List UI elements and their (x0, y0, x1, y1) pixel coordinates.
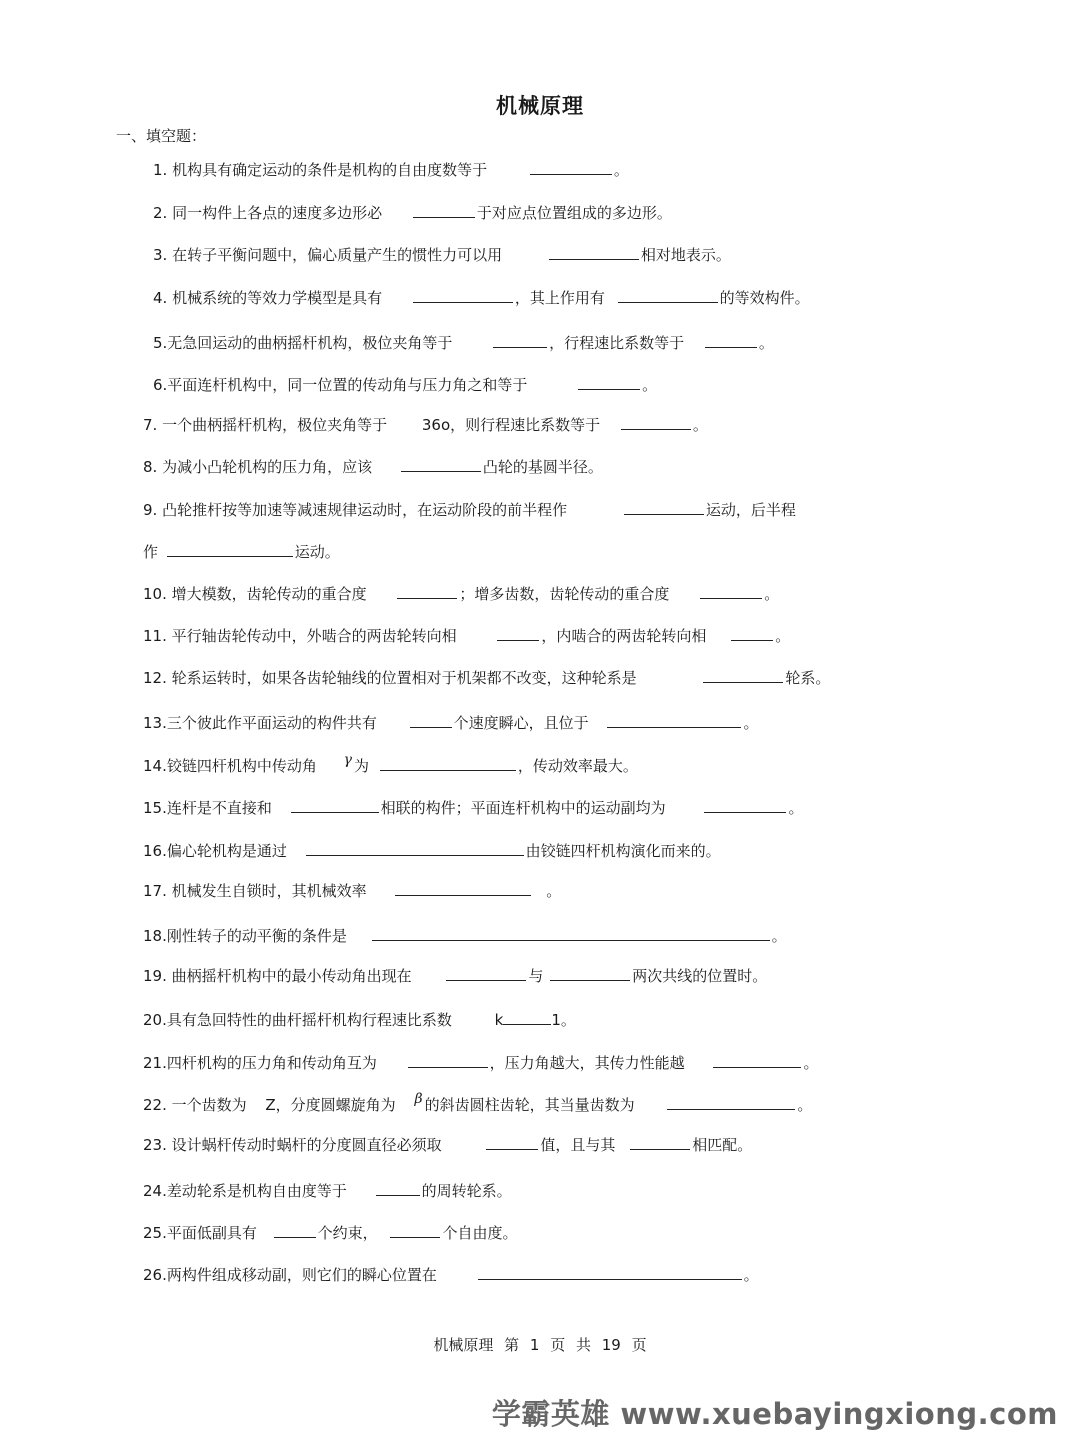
question-text-end: 相对地表示。 (640, 246, 731, 264)
question-text: 5.无急回运动的曲柄摇杆机构，极位夹角等于 (153, 334, 453, 352)
question-5 (153, 332, 774, 353)
question-text-end: 1。 (551, 1011, 576, 1029)
question-10 (143, 583, 779, 604)
answer-blank[interactable] (167, 541, 293, 557)
answer-blank[interactable] (306, 840, 524, 856)
question-text: 3. 在转子平衡问题中，偏心质量产生的惯性力可以用 (153, 246, 503, 264)
question-text-mid: ，行程速比系数等于 (549, 334, 685, 352)
question-11 (143, 625, 790, 646)
question-text-end: 。 (743, 1266, 759, 1284)
question-text: 14.铰链四杆机构中传动角 (143, 757, 317, 775)
question-text: 25.平面低副具有 (143, 1224, 257, 1242)
question-8 (143, 456, 603, 477)
question-text: 26.两构件组成移动副，则它们的瞬心位置在 (143, 1266, 437, 1284)
question-text-end: 个自由度。 (442, 1224, 518, 1242)
answer-blank[interactable] (667, 1094, 795, 1110)
watermark: 学霸英雄 www.xuebayingxiong.com (491, 1397, 1058, 1431)
question-text: 11. 平行轴齿轮传动中，外啮合的两齿轮转向相 (143, 627, 457, 645)
variable-k: k (494, 1011, 504, 1029)
answer-blank[interactable] (704, 797, 786, 813)
question-text: 16.偏心轮机构是通过 (143, 842, 287, 860)
question-text-end: 。 (803, 1054, 819, 1072)
question-9 (143, 499, 796, 520)
answer-blank[interactable] (618, 287, 718, 303)
answer-blank[interactable] (493, 332, 547, 348)
question-25 (143, 1222, 517, 1243)
question-text-end: 由铰链四杆机构演化而来的。 (525, 842, 721, 860)
answer-blank[interactable] (397, 583, 457, 599)
question-text-mid: ；增多齿数，齿轮传动的重合度 (459, 585, 670, 603)
question-text-end: 。 (758, 334, 774, 352)
answer-blank[interactable] (413, 287, 513, 303)
question-text-end: 。 (546, 882, 562, 900)
question-text-mid: 为 (354, 757, 370, 775)
question-22 (143, 1091, 813, 1116)
question-text: 15.连杆是不直接和 (143, 799, 272, 817)
gamma-symbol: γ (343, 752, 353, 768)
question-text: 20.具有急回特性的曲杆摇杆机构行程速比系数 (143, 1011, 452, 1029)
question-3 (153, 244, 731, 265)
question-text-end: 相匹配。 (692, 1136, 753, 1154)
answer-blank[interactable] (401, 456, 481, 472)
question-24 (143, 1180, 512, 1201)
answer-blank[interactable] (624, 499, 704, 515)
question-text-end: 凸轮的基圆半径。 (482, 458, 603, 476)
page-footer: 机械原理 第 1 页 共 19 页 (433, 1336, 647, 1354)
answer-blank[interactable] (390, 1222, 440, 1238)
question-17 (143, 880, 561, 901)
question-14 (143, 752, 638, 777)
answer-blank[interactable] (703, 667, 783, 683)
question-text-end: 的周转轮系。 (421, 1182, 512, 1200)
question-text: 13.三个彼此作平面运动的构件共有 (143, 714, 377, 732)
question-text: 12. 轮系运转时，如果各齿轮轴线的位置相对于机架都不改变，这种轮系是 (143, 669, 637, 687)
question-text-mid: 值，且与其 (540, 1136, 616, 1154)
answer-blank[interactable] (700, 583, 762, 599)
question-text-end: 的等效构件。 (719, 289, 810, 307)
question-2 (153, 202, 672, 223)
answer-blank[interactable] (497, 625, 539, 641)
question-text-end: 。 (692, 416, 708, 434)
answer-blank[interactable] (413, 202, 475, 218)
question-text: 6.平面连杆机构中，同一位置的传动角与压力角之和等于 (153, 376, 528, 394)
question-text-mid: 相联的构件；平面连杆机构中的运动副均为 (380, 799, 666, 817)
question-text-end: 。 (743, 714, 759, 732)
question-text-end: 。 (764, 585, 780, 603)
question-text-end: 两次共线的位置时。 (632, 967, 768, 985)
question-21 (143, 1052, 818, 1073)
question-1 (153, 159, 629, 180)
answer-blank[interactable] (376, 1180, 420, 1196)
answer-blank[interactable] (408, 1052, 488, 1068)
question-text-end: ，传动效率最大。 (517, 757, 638, 775)
answer-blank[interactable] (578, 374, 640, 390)
page-title: 机械原理 (496, 94, 584, 118)
question-text-end: 。 (797, 1096, 813, 1114)
question-text: 9. 凸轮推杆按等加速等减速规律运动时，在运动阶段的前半程作 (143, 501, 568, 519)
answer-blank[interactable] (410, 712, 452, 728)
question-text: 10. 增大模数，齿轮传动的重合度 (143, 585, 367, 603)
question-text-end: 轮系。 (785, 669, 831, 687)
question-text-mid: 个速度瞬心，且位于 (453, 714, 589, 732)
question-text: 23. 设计蜗杆传动时蜗杆的分度圆直径必须取 (143, 1136, 442, 1154)
question-text: 2. 同一构件上各点的速度多边形必 (153, 204, 383, 222)
answer-blank[interactable] (549, 244, 639, 260)
answer-blank[interactable] (503, 1009, 551, 1025)
question-text-end: 。 (788, 799, 804, 817)
question-19 (143, 965, 767, 986)
question-4 (153, 287, 810, 308)
answer-blank[interactable] (731, 625, 773, 641)
question-text: 18.刚性转子的动平衡的条件是 (143, 927, 347, 945)
answer-blank[interactable] (705, 332, 757, 348)
question-text-end: 运动，后半程 (705, 501, 796, 519)
answer-blank[interactable] (274, 1222, 316, 1238)
answer-blank[interactable] (446, 965, 526, 981)
question-text-mid: 的斜齿圆柱齿轮，其当量齿数为 (424, 1096, 635, 1114)
answer-blank[interactable] (607, 712, 741, 728)
question-text: 作 (143, 543, 159, 561)
question-text-mid: ，其上作用有 (514, 289, 605, 307)
question-text-end: 于对应点位置组成的多边形。 (476, 204, 672, 222)
answer-blank[interactable] (550, 965, 630, 981)
question-text-mid: 个约束， (317, 1224, 378, 1242)
question-26 (143, 1264, 759, 1285)
question-20 (143, 1009, 576, 1030)
question-text-mid: 与 (528, 967, 544, 985)
question-23 (143, 1134, 752, 1155)
answer-blank[interactable] (372, 925, 770, 941)
answer-blank[interactable] (380, 755, 516, 771)
question-value: 36o，则行程速比系数等于 (421, 416, 601, 434)
question-text-end: 。 (613, 161, 629, 179)
question-text: 8. 为减小凸轮机构的压力角，应该 (143, 458, 373, 476)
question-text-mid: ，压力角越大，其传力性能越 (489, 1054, 685, 1072)
answer-blank[interactable] (395, 880, 531, 896)
question-text: 7. 一个曲柄摇杆机构，极位夹角等于 (143, 416, 388, 434)
question-text-end: 。 (642, 376, 658, 394)
question-12 (143, 667, 830, 688)
beta-symbol: β (414, 1091, 423, 1107)
question-text: 4. 机械系统的等效力学模型是具有 (153, 289, 383, 307)
question-16 (143, 840, 721, 861)
section-heading: 一、填空题： (116, 127, 207, 145)
answer-blank[interactable] (291, 797, 379, 813)
answer-blank[interactable] (630, 1134, 690, 1150)
question-text: 24.差动轮系是机构自由度等于 (143, 1182, 347, 1200)
question-text: 17. 机械发生自锁时，其机械效率 (143, 882, 367, 900)
question-text-mid: ，内啮合的两齿轮转向相 (541, 627, 707, 645)
answer-blank[interactable] (530, 159, 612, 175)
question-text-end: 运动。 (294, 543, 340, 561)
question-13 (143, 712, 758, 733)
question-7 (143, 414, 708, 435)
question-text: 21.四杆机构的压力角和传动角互为 (143, 1054, 377, 1072)
question-9-continued (143, 541, 340, 562)
question-6 (153, 374, 657, 395)
question-text-end: 。 (775, 627, 791, 645)
question-text: 19. 曲柄摇杆机构中的最小传动角出现在 (143, 967, 412, 985)
question-variable: Z，分度圆螺旋角为 (265, 1096, 396, 1114)
question-18 (143, 925, 787, 946)
question-text: 22. 一个齿数为 (143, 1096, 247, 1114)
question-text-end: 。 (771, 927, 787, 945)
answer-blank[interactable] (713, 1052, 801, 1068)
answer-blank[interactable] (486, 1134, 538, 1150)
answer-blank[interactable] (621, 414, 691, 430)
answer-blank[interactable] (478, 1264, 742, 1280)
question-text: 1. 机构具有确定运动的条件是机构的自由度数等于 (153, 161, 488, 179)
question-15 (143, 797, 803, 818)
